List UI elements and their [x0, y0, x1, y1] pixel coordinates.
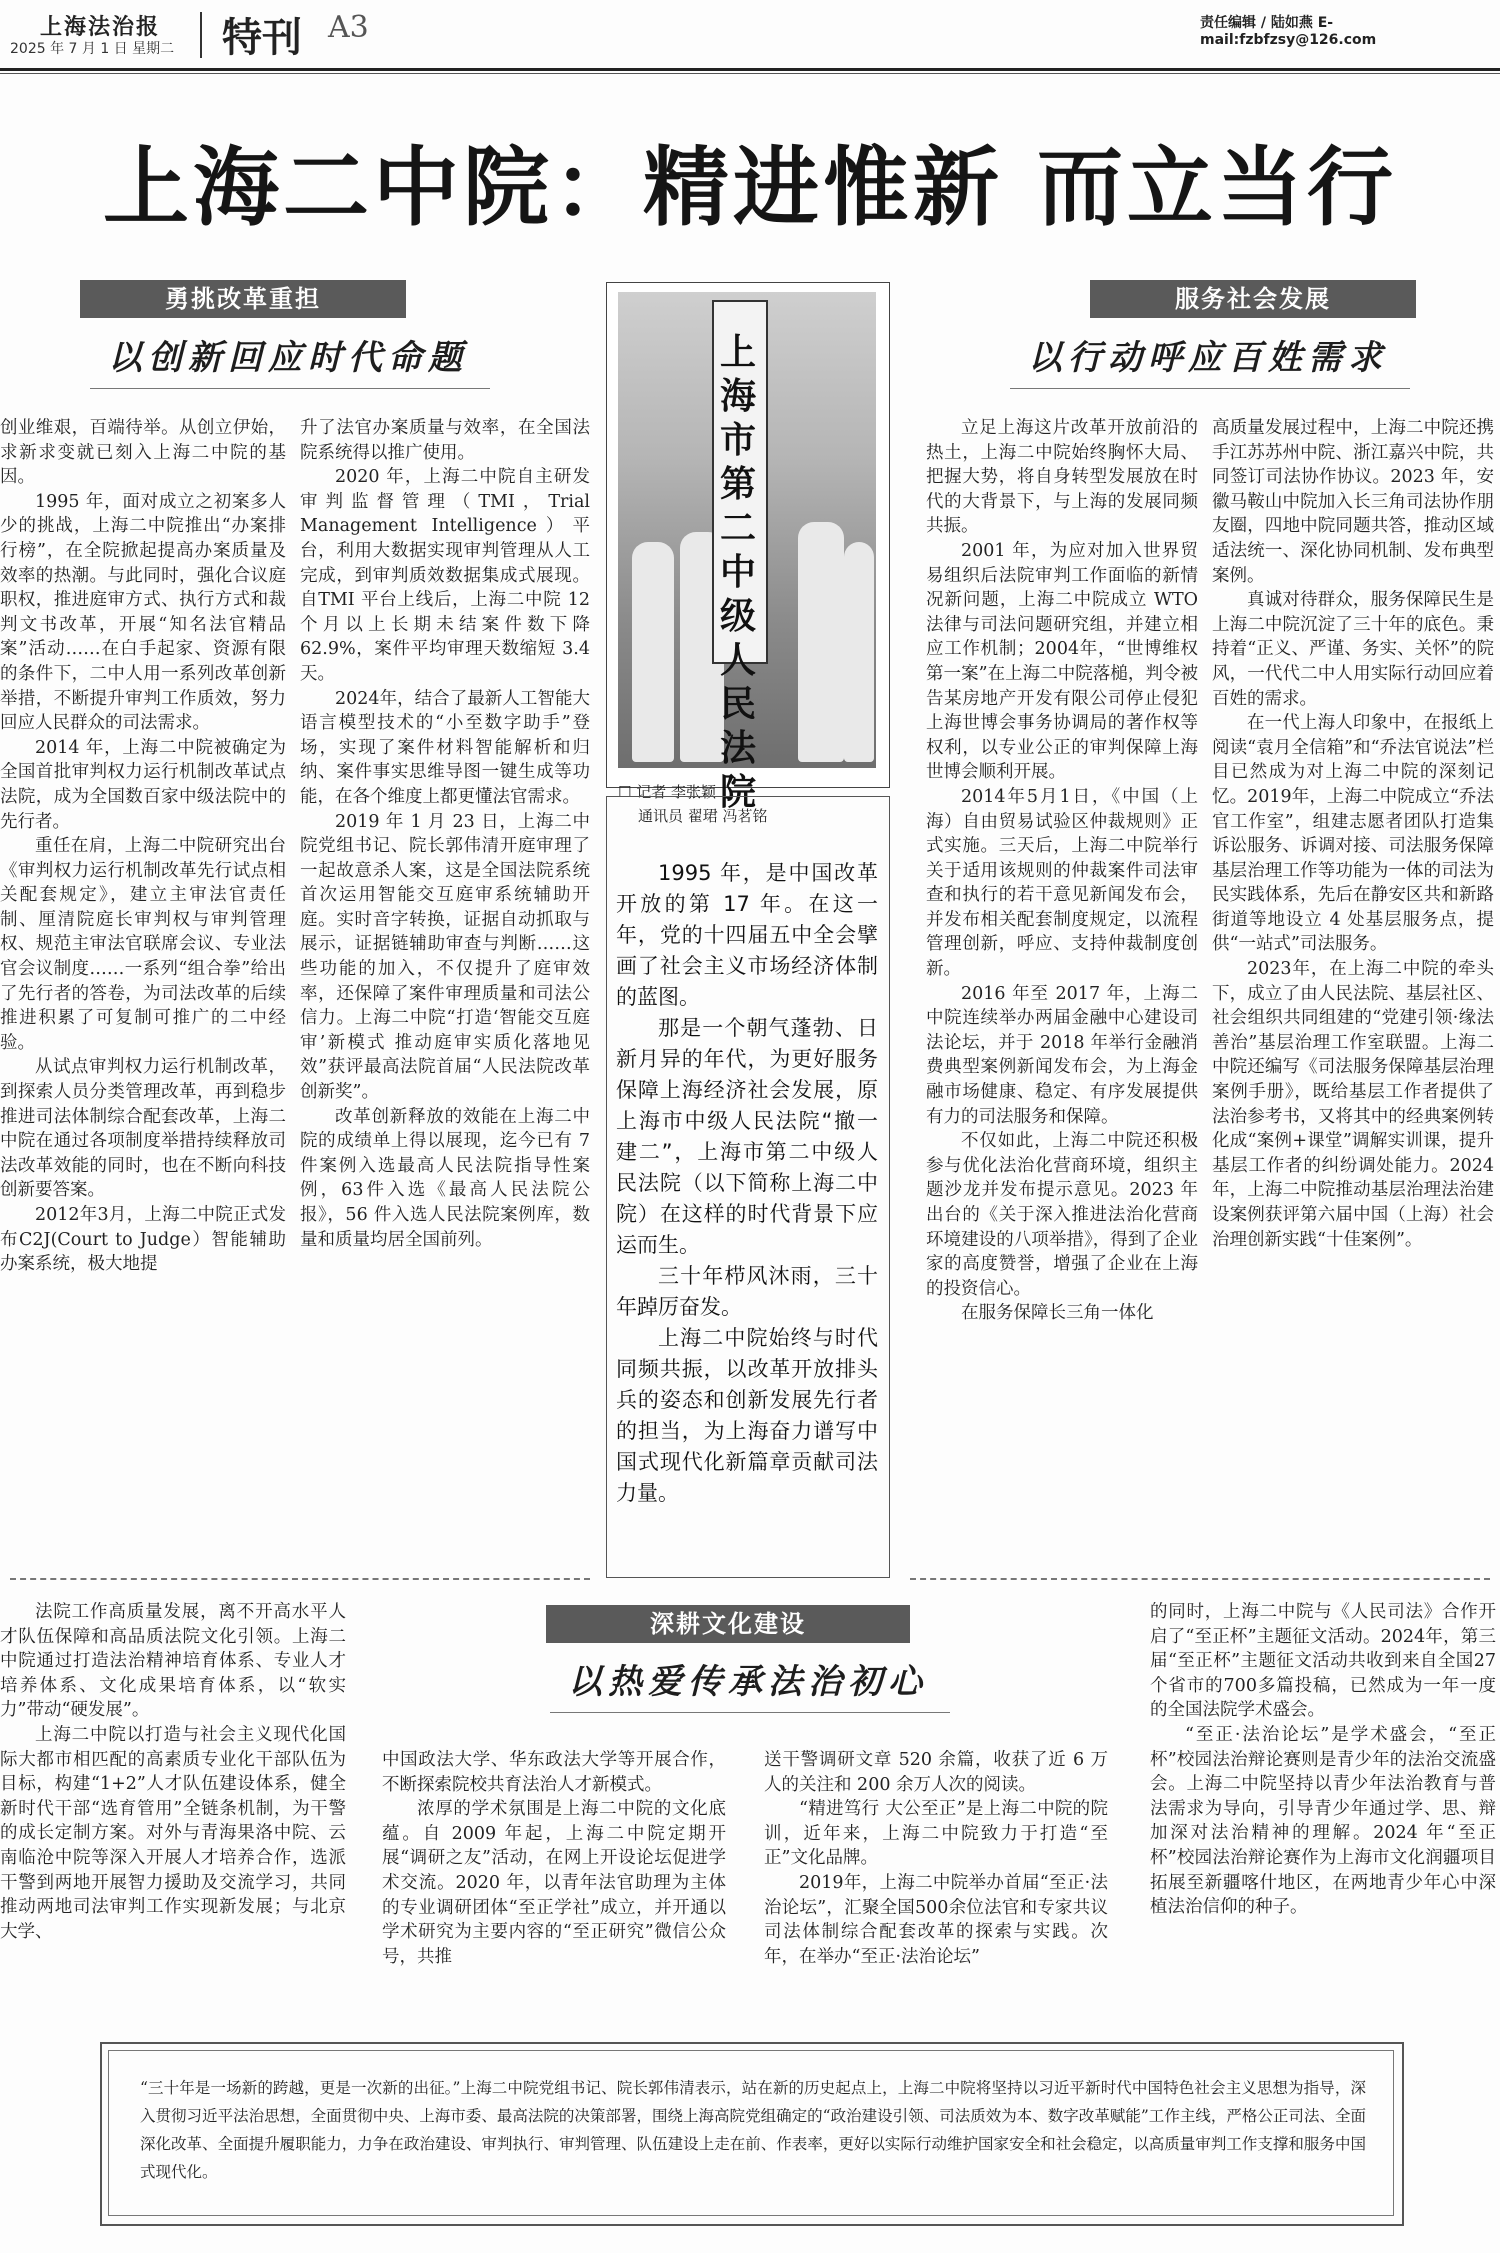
paragraph: 中国政法大学、华东政法大学等开展合作，不断探索院校共育法治人才新模式。 [382, 1750, 726, 1795]
service-subtitle-rule [1010, 388, 1410, 389]
paragraph: 2019 年 1 月 23 日，上海二中院党组书记、院长郭伟清开庭审理了一起故意杀人案，这是全国法院系统首次运用智能交互庭审系统辅助开庭。实时音字转换，证据自动抓取与展示，证据链辅助审查与判断……这些功能的加入，不仅提升了庭审效率，还保障了案件审理质量和司法公信力。上海二中院“打造‘智能交互庭审’新模式 推动庭审实质化落地见效”获评最高法院首届“人民法院改革创新奖”。 [300, 811, 590, 1103]
paragraph: 改革创新释放的效能在上海二中院的成绩单上得以展现，迄今已有 7 件案例入选最高人民法院指导性案例，63件入选《最高人民法院公报》，56 件入选人民法院案例库，数量和质量均居全国前列。 [300, 1106, 590, 1250]
reform-subtitle-rule [90, 388, 490, 389]
paragraph: 真诚对待群众，服务保障民生是上海二中院沉淀了三十年的底色。秉持着“正义、严谨、务实、关怀”的院风，一代代二中人用实际行动回应着百姓的需求。 [1212, 590, 1494, 709]
section-name: 特刊 [222, 15, 302, 61]
editor-credit: 责任编辑 / 陆如燕 E-mail:fzbfzsy@126.com [1200, 15, 1377, 48]
paragraph: 送干警调研文章 520 余篇，收获了近 6 万人的关注和 200 余万人次的阅读。 [764, 1750, 1108, 1795]
paragraph: 2016 年至 2017 年，上海二中院连续举办两届金融中心建设司法论坛，并于 2018 年举行金融消费典型案例新闻发布会，为上海金融市场健康、稳定、有序发展提供有力的司法服务和保障。 [926, 983, 1198, 1127]
header-rule-thin [0, 73, 1500, 74]
sidebar-paragraph: 上海二中院始终与时代同频共振，以改革开放排头兵的姿态和创新发展先行者的担当，为上海奋力谱写中国式现代化新篇章贡献司法力量。 [616, 1326, 878, 1505]
paragraph: 2014年5月1日，《中国（上海）自由贸易试验区仲裁规则》正式实施。三天后，上海二中院举行关于适用该规则的仲裁案件司法审查和执行的若干意见新闻发布会，并发布相关配套制度规定，以流程管理创新，呼应、支持仲裁制度创新。 [926, 786, 1198, 980]
paragraph: 不仅如此，上海二中院还积极参与优化法治化营商环境，组织主题沙龙并发布提示意见。2023 年出台的《关于深入推进法治化营商环境建设的八项举措》，得到了企业家的高度赞誉，增强了企业在上海的投资信心。 [926, 1131, 1198, 1299]
paragraph: “精进笃行 大公至正”是上海二中院的院训，近年来，上海二中院致力于打造“至正”文化品牌。 [764, 1799, 1108, 1869]
intro-sidebar [616, 858, 878, 1509]
closing-quote: “三十年是一场新的跨越，更是一次新的出征。”上海二中院党组书记、院长郭伟清表示，站在新的历史起点上，上海二中院将坚持以习近平新时代中国特色社会主义思想为指导，深入贯彻习近平法治思想，全面贯彻中央、上海市委、最高法院的决策部署，围绕上海高院党组确定的“政治建设引领、司法质效为本、数字改革赋能”工作主线，严格公正司法、全面深化改革、全面提升履职能力，力争在政治建设、审判执行、审判管理、队伍建设上走在前、作表率，更好以实际行动维护国家安全和社会稳定，以高质量审判工作支撑和服务中国式现代化。 [140, 2079, 1366, 2181]
paragraph: 从试点审判权力运行机制改革，到探索人员分类管理改革，再到稳步推进司法体制综合配套改革，上海二中院在通过各项制度举措持续释放司法改革效能的同时，也在不断向科技创新要答案。 [0, 1057, 286, 1201]
header-rule [0, 68, 1500, 71]
paragraph: “至正·法治论坛”是学术盛会，“至正杯”校园法治辩论赛则是青少年的法治交流盛会。上海二中院坚持以青少年法治教育与普法需求为导向，引导青少年通过学、思、辩加深对法治精神的理解。2024 年“至正杯”校园法治辩论赛作为上海市文化润疆项目拓展至新疆喀什地区，在两地青少年心中深植法治信仰的种子。 [1150, 1724, 1496, 1918]
culture-banner: 深耕文化建设 [546, 1605, 910, 1643]
article-column-2 [300, 416, 590, 1252]
reform-banner: 勇挑改革重担 [80, 280, 406, 318]
paragraph: 2001 年，为应对加入世界贸易组织后法院审判工作面临的新情况新问题，上海二中院成立 WTO 法律与司法问题研究组，并建立相应工作机制；2004年，“世博维权第一案”在上海二中院落槌，判令被告某房地产开发有限公司停止侵犯上海世博会事务协调局的著作权等权利，以专业公正的审判保障上海世博会顺利开展。 [926, 540, 1198, 783]
section-divider [10, 1578, 590, 1580]
paragraph: 重任在肩，上海二中院研究出台《审判权力运行机制改革先行试点相关配套规定》，建立主审法官责任制、厘清院庭长审判权与审判管理权、规范主审法官联席会议、专业法官会议制度……一系列“组合拳”给出了先行者的答卷，为司法改革的后续推进积累了可复制可推广的二中经验。 [0, 836, 286, 1053]
paragraph: 2019年，上海二中院举办首届“至正·法治论坛”，汇聚全国500余位法官和专家共议司法体制综合配套改革的探索与实践。次年，在举办“至正·法治论坛” [764, 1872, 1108, 1967]
paragraph: 立足上海这片改革开放前沿的热土，上海二中院始终胸怀大局、把握大势，将自身转型发展放在时代的大背景下，与上海的发展同频共振。 [926, 418, 1198, 537]
paragraph: 创业维艰，百端待举。从创立伊始，求新求变就已刻入上海二中院的基因。 [0, 418, 286, 488]
court-sign-text: 上海市第二中级人民法院 [719, 331, 756, 813]
paragraph: 在服务保障长三角一体化 [961, 1303, 1154, 1324]
correspondent-credit: 通讯员 翟珺 冯茗铭 [638, 807, 768, 825]
reform-subtitle: 以创新回应时代命题 [108, 338, 468, 378]
paragraph: 2020 年，上海二中院自主研发审判监督管理（TMI，Trial Management Intelligence）平台，利用大数据实现审判管理从人工完成，到审判质效数据集成式展现。自TMI 平台上线后，上海二中院 12 个月以上长期未结案件数下降 62.9%，案件平均审理天数缩短 3.4 天。 [300, 467, 590, 684]
page-number: A3 [328, 10, 369, 45]
paragraph: 1995 年，面对成立之初案多人少的挑战，上海二中院推出“办案排行榜”，在全院掀起提高办案质量及效率的热潮。与此同时，强化合议庭职权，推进庭审方式、执行方式和裁判文书改革，开展“知名法官精品案”活动……在白手起家、资源有限的条件下，二中人用一系列改革创新举措，不断提升审判工作质效，努力回应人民群众的司法需求。 [0, 491, 286, 734]
article-column-6 [382, 1748, 726, 1969]
paragraph: 浓厚的学术氛围是上海二中院的文化底蕴。自 2009 年起，上海二中院定期开展“调研之友”活动，在网上开设论坛促进学术交流。2020 年，以青年法官助理为主体的专业调研团体“至正学社”成立，并开通以学术研究为主要内容的“至正研究”微信公众号，共推 [382, 1799, 726, 1967]
paragraph: 2023年，在上海二中院的牵头下，成立了由人民法院、基层社区、社会组织共同组建的“党建引领·缘法善治”基层治理工作室联盟。上海二中院还编写《司法服务保障基层治理案例手册》，既给基层工作者提供了法治参考书，又将其中的经典案例转化成“案例+课堂”调解实训课，提升基层工作者的纠纷调处能力。2024年，上海二中院推动基层治理法治建设案例获评第六届中国（上海）社会治理创新实践“十佳案例”。 [1212, 959, 1494, 1250]
culture-subtitle-rule [550, 1712, 950, 1713]
article-column-1 [0, 416, 286, 1277]
paragraph: 高质量发展过程中，上海二中院还携手江苏苏州中院、浙江嘉兴中院，共同签订司法协作协议。2023 年，安徽马鞍山中院加入长三角司法协作朋友圈，四地中院同题共答，推动区域适法统一、深化协同机制、发布典型案例。 [1212, 418, 1494, 586]
reporter-credit: ☐ 记者 李张颖 [618, 783, 716, 801]
sidebar-paragraph: 那是一个朝气蓬勃、日新月异的年代，为更好服务保障上海经济社会发展，原上海市中级人民法院“撤一建二”，上海市第二中级人民法院（以下简称上海二中院）在这样的时代背景下应运而生。 [616, 1016, 878, 1257]
sidebar-paragraph: 1995 年，是中国改革开放的第 17 年。在这一年，党的十四届五中全会擘画了社会主义市场经济体制的蓝图。 [616, 861, 878, 1009]
paragraph: 2014 年，上海二中院被确定为全国首批审判权力运行机制改革试点法院，成为全国数百家中级法院中的先行者。 [0, 737, 286, 832]
issue-date: 2025 年 7 月 1 日 星期二 [10, 41, 175, 57]
paragraph: 2012年3月，上海二中院正式发布C2J(Court to Judge）智能辅助办案系统，极大地提 [0, 1205, 286, 1275]
article-column-4 [1212, 416, 1494, 1252]
service-subtitle: 以行动呼应百姓需求 [1028, 338, 1388, 378]
main-headline: 上海二中院：精进惟新 而立当行 [103, 137, 1397, 238]
paragraph: 法院工作高质量发展，离不开高水平人才队伍保障和高品质法院文化引领。上海二中院通过打造法治精神培育体系、专业人才培养体系、文化成果培育体系，以“软实力”带动“硬发展”。 [0, 1602, 346, 1721]
article-column-3 [926, 416, 1198, 1326]
culture-subtitle: 以热爱传承法治初心 [568, 1662, 928, 1702]
article-column-8 [1150, 1600, 1496, 1920]
header-divider [200, 12, 202, 58]
article-column-7 [764, 1748, 1108, 1969]
paragraph: 的同时，上海二中院与《人民司法》合作开启了“至正杯”主题征文活动。2024年，第三届“至正杯”主题征文活动共收到来自全国27个省市的700多篇投稿，已然成为一年一度的全国法院学术盛会。 [1150, 1602, 1496, 1721]
paragraph: 在一代上海人印象中，在报纸上阅读“袁月全信箱”和“乔法官说法”栏目已然成为对上海二中院的深刻记忆。2019年，上海二中院成立“乔法官工作室”，组建志愿者团队打造集诉讼服务、诉调对接、司法服务保障基层治理工作等功能为一体的司法为民实践体系，先后在静安区共和新路街道等地设立 4 处基层服务点，提供“一站式”司法服务。 [1212, 713, 1494, 955]
paragraph: 2024年，结合了最新人工智能大语言模型技术的“小至数字助手”登场，实现了案件材料智能解析和归纳、案件事实思维导图一键生成等功能，在各个维度上都更懂法官需求。 [300, 688, 590, 807]
paragraph: 上海二中院以打造与社会主义现代化国际大都市相匹配的高素质专业化干部队伍为目标，构建“1+2”人才队伍建设体系，健全新时代干部“选育管用”全链条机制，为干警的成长定制方案。对外与青海果洛中院、云南临沧中院等深入开展人才培养合作，选派干警到两地开展智力援助及交流学习，共同推动两地司法审判工作实现新发展；与北京大学、 [0, 1724, 346, 1942]
section-divider [910, 1578, 1490, 1580]
sidebar-paragraph: 三十年栉风沐雨，三十年踔厉奋发。 [616, 1264, 878, 1319]
masthead: 上海法治报 [40, 14, 161, 40]
service-banner: 服务社会发展 [1090, 280, 1416, 318]
paragraph: 升了法官办案质量与效率，在全国法院系统得以推广使用。 [300, 418, 590, 463]
article-column-5 [0, 1600, 346, 1944]
